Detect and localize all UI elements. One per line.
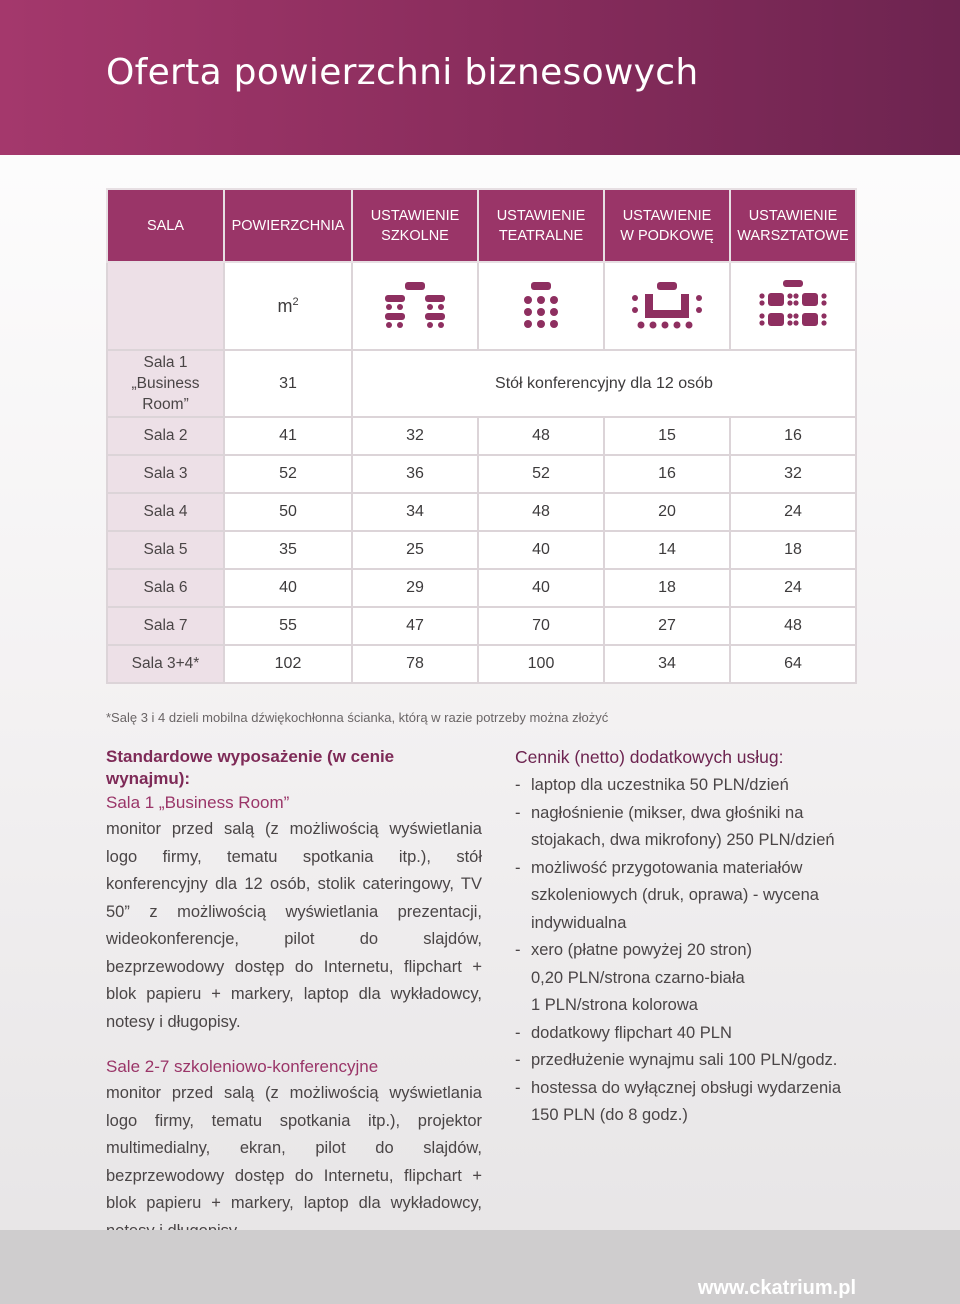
room-name: Sala 3 [107, 455, 224, 493]
unit-m2: $m^2$ [277, 295, 299, 316]
table-cell: 41 [224, 417, 352, 455]
table-cell: 50 [224, 493, 352, 531]
table-cell: 48 [478, 493, 604, 531]
page-title: Oferta powierzchni biznesowych [106, 52, 699, 93]
pricing-item [515, 800, 860, 855]
table-cell: 16 [604, 455, 730, 493]
room-name: Sala 1 „Business Room” [107, 350, 224, 417]
bullet-dash: - [515, 803, 521, 822]
equipment-section [106, 746, 482, 1245]
unit-cell [224, 262, 352, 350]
table-cell: 24 [730, 569, 856, 607]
table-cell: 34 [352, 493, 478, 531]
header-sala: SALA [107, 189, 224, 262]
room-name: Sala 7 [107, 607, 224, 645]
sala1-description: monitor przed salą (z możliwością wyświetlania logo firmy, tematu spotkania itp.), stół konferencyjny dla 12 osób, stolik cateringowy, TV 50” z możliwością wyświetlania prezentacji, wideokonferencje, pilot do slajdów, bezprzewodowy dostęp do Internetu, flipchart + blok papieru + markery, laptop dla wykładowcy, notesy i długopisy. [106, 820, 482, 1031]
room-name: Sala 6 [107, 569, 224, 607]
table-cell: 35 [224, 531, 352, 569]
pricing-item-text: nagłośnienie (mikser, dwa głośniki na stojakach, dwa mikrofony) 250 PLN/dzień [531, 803, 835, 849]
room-area: 31 [224, 350, 352, 417]
pricing-item [515, 1075, 860, 1130]
pricing-item [515, 855, 860, 938]
room-name: Sala 3+4* [107, 645, 224, 683]
table-cell: 25 [352, 531, 478, 569]
workshop-layout-icon [730, 262, 856, 350]
sale27-title: Sale 2-7 szkoleniowo-konferencyjne [106, 1057, 379, 1076]
table-cell: 55 [224, 607, 352, 645]
rooms-table [106, 188, 857, 684]
pricing-list [515, 772, 860, 1130]
table-cell: 16 [730, 417, 856, 455]
table-cell: 18 [604, 569, 730, 607]
pricing-item-text: możliwość przygotowania materiałów szkoleniowych (druk, oprawa) - wycena indywidualna [531, 858, 819, 932]
pricing-item [515, 1047, 860, 1075]
table-cell: 48 [730, 607, 856, 645]
header-podkowa: USTAWIENIE W PODKOWĘ [604, 189, 730, 262]
sala1-title: Sala 1 „Business Room” [106, 793, 290, 812]
pricing-item [515, 1020, 860, 1048]
website-link[interactable]: www.ckatrium.pl [697, 1277, 856, 1299]
table-cell: 14 [604, 531, 730, 569]
pricing-item-text: laptop dla uczestnika 50 PLN/dzień [531, 776, 789, 794]
equipment-heading: Standardowe wyposażenie (w cenie wynajmu): [106, 747, 395, 788]
table-cell: 34 [604, 645, 730, 683]
bullet-dash: - [515, 941, 521, 959]
table-cell: 29 [352, 569, 478, 607]
bullet-dash: - [515, 1051, 521, 1069]
table-cell: 47 [352, 607, 478, 645]
table-row [107, 569, 856, 607]
header-szkolne: USTAWIENIE SZKOLNE [352, 189, 478, 262]
table-cell: 20 [604, 493, 730, 531]
pricing-item-text: hostessa do wyłącznej obsługi wydarzenia 150 PLN (do 8 godz.) [531, 1078, 842, 1124]
bullet-dash: - [515, 1023, 521, 1042]
icon-row-spacer [107, 262, 224, 350]
table-cell: 32 [352, 417, 478, 455]
pricing-item-text: 1 PLN/strona kolorowa [531, 996, 698, 1014]
table-cell: 27 [604, 607, 730, 645]
table-cell: 70 [478, 607, 604, 645]
table-row [107, 455, 856, 493]
page-footer [0, 1230, 960, 1304]
table-cell: 15 [604, 417, 730, 455]
header-warsztatowe: USTAWIENIE WARSZTATOWE [730, 189, 856, 262]
pricing-item-text: przedłużenie wynajmu sali 100 PLN/godz. [531, 1051, 838, 1069]
pricing-item-text: xero (płatne powyżej 20 stron) [531, 941, 753, 959]
table-row [107, 607, 856, 645]
table-cell: 78 [352, 645, 478, 683]
table-cell: 36 [352, 455, 478, 493]
pricing-item [515, 965, 860, 993]
pricing-item-text: 0,20 PLN/strona czarno-biała [531, 968, 745, 987]
bullet-dash: - [515, 1078, 521, 1097]
header-teatralne: USTAWIENIE TEATRALNE [478, 189, 604, 262]
table-footnote: *Salę 3 i 4 dzieli mobilna dźwiękochłonna ścianka, którą w razie potrzeby można złożyć [106, 710, 609, 725]
theatre-layout-icon [478, 262, 604, 350]
room-name: Sala 5 [107, 531, 224, 569]
table-row [107, 417, 856, 455]
u-shape-layout-icon [604, 262, 730, 350]
table-cell: 40 [478, 569, 604, 607]
table-row-sala1 [107, 350, 856, 417]
bullet-dash: - [515, 776, 521, 794]
pricing-item [515, 772, 860, 800]
table-row [107, 493, 856, 531]
sale27-description: monitor przed salą (z możliwością wyświetlania logo firmy, tematu spotkania itp.), projektor multimedialny, ekran, pilot do slajdów, bezprzewodowy dostęp do Internetu, flipchart + blok papieru + markery, laptop dla wykładowcy, [106, 1084, 482, 1212]
sala1-note: Stół konferencyjny dla 12 osób [352, 350, 856, 417]
table-row [107, 645, 856, 683]
table-cell: 100 [478, 645, 604, 683]
table-row [107, 531, 856, 569]
pricing-item [515, 937, 860, 965]
pricing-heading: Cennik (netto) dodatkowych usług: [515, 747, 784, 767]
room-name: Sala 2 [107, 417, 224, 455]
table-cell: 48 [478, 417, 604, 455]
header-powierzchnia: POWIERZCHNIA [224, 189, 352, 262]
bullet-dash: - [515, 858, 521, 877]
table-cell: 52 [478, 455, 604, 493]
table-cell: 102 [224, 645, 352, 683]
school-layout-icon [352, 262, 478, 350]
table-cell: 52 [224, 455, 352, 493]
pricing-item-text: dodatkowy flipchart 40 PLN [531, 1023, 732, 1042]
table-cell: 64 [730, 645, 856, 683]
table-cell: 18 [730, 531, 856, 569]
table-cell: 32 [730, 455, 856, 493]
table-cell: 40 [224, 569, 352, 607]
room-name: Sala 4 [107, 493, 224, 531]
pricing-section [515, 746, 860, 1130]
page-header [0, 0, 960, 155]
table-cell: 24 [730, 493, 856, 531]
pricing-item [515, 992, 860, 1020]
table-cell: 40 [478, 531, 604, 569]
